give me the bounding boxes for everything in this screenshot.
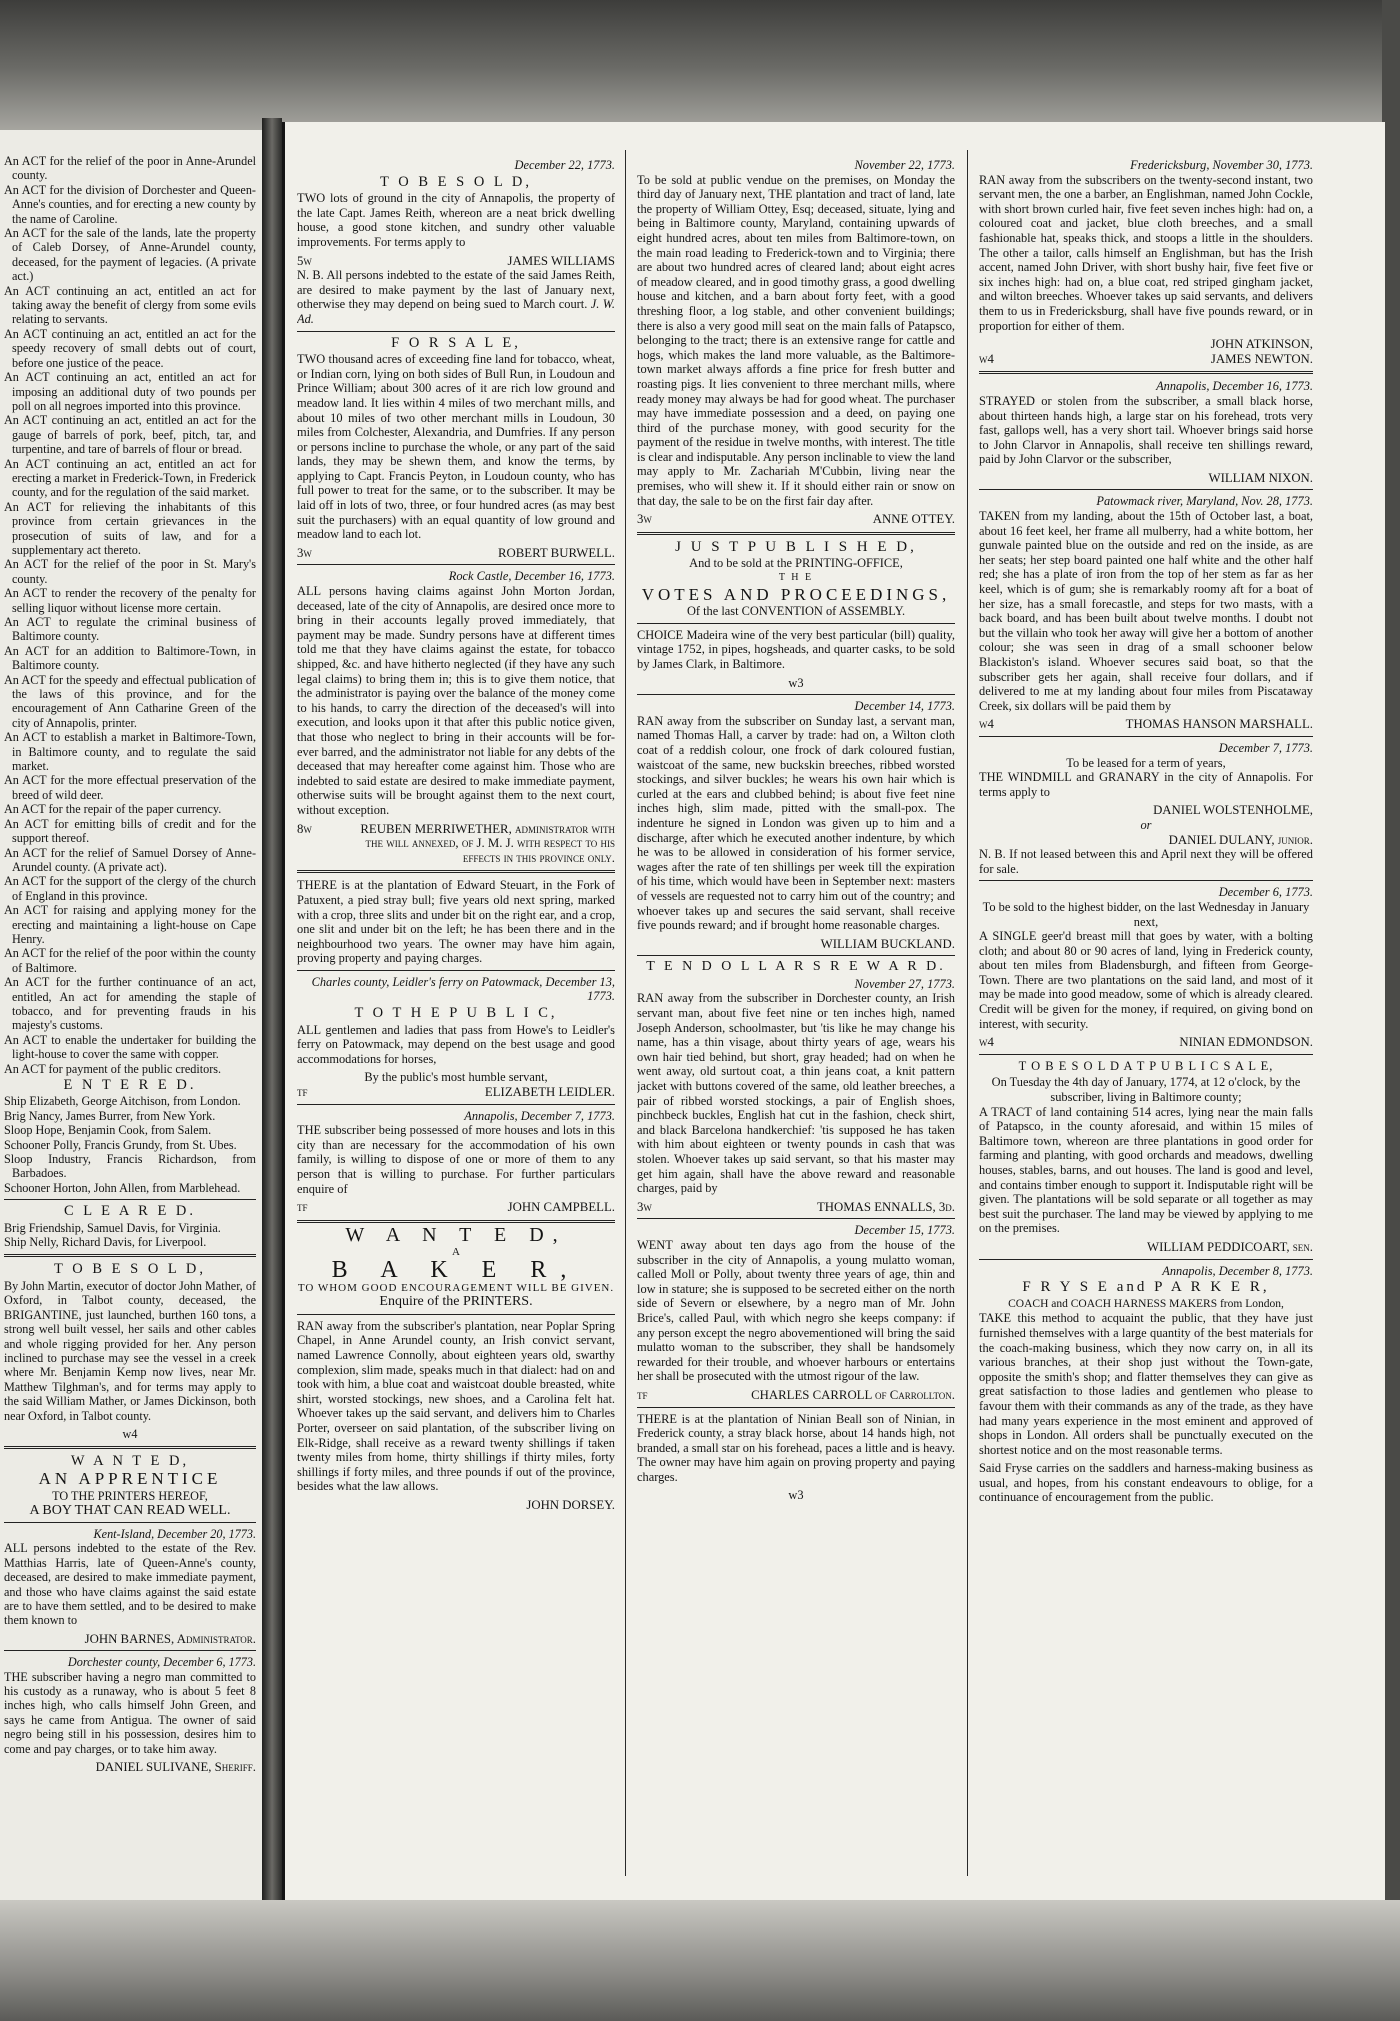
- jordan-estate-signature: REUBEN MERRIWETHER, administrator with the will annexed, of J. M. J. with respect to his effects in this province only.: [360, 821, 615, 865]
- jordan-estate-body: ALL persons having claims against John Morton Jordan, deceased, late of the city of Annapolis, are desired once more to bring in their accounts legally proved immediately, that payment may be made. Sundry persons have at different times told me that they have claims against the estate, for tobacco shipped, &c. and have hitherto neglected (if they have any such legal claims) to bring them in; this is to give them notice, that the administrator is paying over the balance of the money come to his hands, to carry the direction of the deceased's will into execution, and looks upon it that after this public notice given, that those who neglect to bring in their accounts will be for-ever barred, and the administrator not liable for any debts of the deceased that may hereafter come against him. Those who are indebted to said estate are desired to make immediate payment, otherwise suits will be brought against them to the next court, without exception.: [297, 584, 615, 817]
- insertion-mark: 3w: [637, 1199, 652, 1214]
- breast-mill-intro: To be sold to the highest bidder, on the last Wednesday in January next,: [982, 899, 1310, 929]
- divider: [297, 1220, 615, 1223]
- book-gutter: [262, 118, 282, 1918]
- left-page: [0, 130, 264, 1900]
- lots-sale-date: December 22, 1773.: [514, 158, 615, 172]
- divider: [297, 331, 615, 332]
- baker-line-1: TO WHOM GOOD ENCOURAGEMENT WILL BE GIVEN.: [297, 1281, 615, 1294]
- fryse-parker-tail: Said Fryse carries on the saddlers and harness-making business as usual, and hopes, from his constant endeavours to oblige, for a continuance of encouragement from the public.: [979, 1461, 1313, 1505]
- list-item: An ACT for payment of the public creditors.: [4, 1061, 222, 1076]
- dorchester-body: THE subscriber having a negro man committed to his custody as a runaway, who is about 5 feet 8 inches high, who calls himself John Green, and says he came from Antigua. The owner of said negro being still in his possession, desires him to come and pay charges, or to take him away.: [4, 1669, 256, 1756]
- insertion-mark: tf: [297, 1085, 308, 1100]
- ottey-sale-signature-line: [637, 512, 955, 527]
- apprentice-line-2: TO THE PRINTERS HEREOF,: [52, 1489, 208, 1504]
- nixon-signature: WILLIAM NIXON.: [1208, 470, 1313, 485]
- newton-signature-line: [979, 352, 1313, 367]
- brig-sale-heading: T O B E S O L D,: [54, 1261, 206, 1278]
- just-published-line-1: And to be sold at the PRINTING-OFFICE,: [689, 556, 903, 571]
- atkinson-signature: JOHN ATKINSON,: [1210, 337, 1313, 352]
- moll-runaway-signature: CHARLES CARROLL of Carrollton.: [751, 1387, 955, 1402]
- windmill-lease-line: To be leased for a term of years,: [1066, 755, 1226, 770]
- wanted-heading: W A N T E D,: [70, 1453, 190, 1470]
- entered-list: [4, 1094, 256, 1195]
- dorchester-date: Dorchester county, December 6, 1773.: [67, 1655, 256, 1670]
- divider: [979, 1054, 1313, 1055]
- list-item: An ACT continuing an act, entitled an act for the gauge of barrels of pork, beef, pitch, tar, and turpentine, and tare of barrels of flour or bread.: [4, 413, 256, 457]
- public-sale-heading: T O B E S O L D A T P U B L I C S A L E,: [1018, 1058, 1274, 1073]
- windmill-nb: N. B. If not leased between this and April next they will be offered for sale.: [979, 847, 1313, 876]
- insertion-mark: tf: [637, 1387, 648, 1402]
- marshall-signature-line: [979, 717, 1313, 732]
- left-page-column: [4, 154, 256, 1870]
- votes-proceedings-title: VOTES AND PROCEEDINGS,: [641, 584, 951, 604]
- list-item: Ship Elizabeth, George Aitchison, from London.: [4, 1094, 241, 1109]
- stray-bull-body: THERE is at the plantation of Edward Steuart, in the Fork of Patuxent, a pied stray bull; five years old next spring, marked with a crop, three slits and under bit on the right ear, and a crop, one slit and under bit on the left; he has been there and in the neighbourhood two years. The owner may have him again, proving property and paying charges.: [297, 878, 615, 966]
- just-published-heading: J U S T P U B L I S H E D,: [675, 538, 917, 555]
- strayed-horse-body: STRAYED or stolen from the subscriber, a small black horse, about thirteen hands high, a large star on his forehead, trots very fast, gallops well, has a very short tail. Whoever brings said horse to John Clarvor in Annapolis, shall receive ten shillings reward, paid by John Clarvor or the subscriber,: [979, 393, 1313, 467]
- land-sale-heading: F O R S A L E,: [391, 334, 521, 351]
- jordan-estate-date: Rock Castle, December 16, 1773.: [448, 569, 615, 584]
- divider: [297, 1104, 615, 1105]
- list-item: An ACT continuing an act, entitled an act for taking away the benefit of clergy from some evils relating to servants.: [4, 283, 256, 327]
- divider: [4, 1522, 256, 1523]
- just-published-line-4: Of the last CONVENTION of ASSEMBLY.: [686, 604, 906, 619]
- list-item: Ship Nelly, Richard Davis, for Liverpool.: [4, 1235, 207, 1250]
- lots-sale-nb: [297, 268, 615, 326]
- leidler-date: Charles county, Leidler's ferry on Patowmack, December 13, 1773.: [311, 974, 615, 1004]
- list-item: An ACT for an addition to Baltimore-Town, in Baltimore county.: [4, 643, 256, 673]
- lots-sale-signature: JAMES WILLIAMS: [507, 253, 615, 268]
- campbell-signature-line: [297, 1200, 615, 1215]
- anderson-runaway-signature: THOMAS ENNALLS, 3d.: [816, 1199, 955, 1214]
- insertion-mark: w4: [979, 717, 994, 732]
- list-item: An ACT for the relief of the poor in St. Mary's county.: [4, 557, 256, 586]
- divider: [979, 1259, 1313, 1260]
- lots-sale-body: TWO lots of ground in the city of Annapolis, the property of the late Capt. James Reith, whereon are a neat brick dwelling house, a good stone kitchen, and sundry other valuable improvements. For terms apply to: [297, 191, 615, 249]
- list-item: An ACT continuing an act, entitled an act for erecting a market in Frederick-Town, in Frederick county, and for the regulation of the said market.: [4, 456, 256, 500]
- public-sale-intro: On Tuesday the 4th day of January, 1774, at 12 o'clock, by the subscriber, living in Baltimore county;: [991, 1075, 1301, 1105]
- cleared-heading: C L E A R E D.: [63, 1203, 197, 1220]
- windmill-body: THE WINDMILL and GRANARY in the city of Annapolis. For terms apply to: [979, 770, 1313, 799]
- public-sale-body: A TRACT of land containing 514 acres, lying near the main falls of Patapsco, in the county aforesaid, and within 15 miles of Baltimore town, whereon are three plantations in good order for farming and planting, with good orchards and meadows, dwelling houses, stables, barns, and out houses. The land is good and level, and contains timber enough to support it. Indisputable right will be given. The plantations will be sold separate or all together as may best suit the purchaser. The land may be viewed by applying to me on the premises.: [979, 1104, 1313, 1236]
- divider: [979, 489, 1313, 490]
- list-item: An ACT to enable the undertaker for building the light-house to cover the same with copper.: [4, 1032, 256, 1062]
- scan-shadow-bottom: [0, 1900, 1400, 2021]
- moll-runaway-date: December 15, 1773.: [854, 1223, 955, 1238]
- divider: [979, 880, 1313, 881]
- divider: [4, 1254, 256, 1257]
- land-sale-signature-line: [297, 546, 615, 561]
- list-item: An ACT for the repair of the paper currency.: [4, 802, 222, 817]
- hall-runaway-date: December 14, 1773.: [854, 699, 955, 714]
- divider: [4, 1199, 256, 1200]
- insertion-mark: w4: [979, 351, 994, 366]
- leidler-closing: By the public's most humble servant,: [364, 1070, 548, 1085]
- leidler-signature: ELIZABETH LEIDLER.: [484, 1085, 615, 1100]
- moll-runaway-signature-line: [637, 1388, 955, 1403]
- list-item: Brig Friendship, Samuel Davis, for Virginia.: [4, 1220, 221, 1235]
- connolly-runaway-body: RAN away from the subscriber's plantation, near Poplar Spring Chapel, in Anne Arundel county, an Irish convict servant, named Lawrence Connolly, about eighteen years old, swarthy complexion, slim made, speaks much in that dialect: had on and took with him, a blue coat and waistcoat double breasted, white shirt, worsted stockings, new shoes, and a Carolina felt hat. Whoever takes up the said servant, and delivers him to Charles Porter, overseer on said plantation, of the subscriber living on Elk-Ridge, shall receive as a reward twenty shillings if taken twenty miles from home, thirty shillings if thirty miles, forty shillings if forty miles, and three pounds if out of the province, besides what the law allows.: [297, 1318, 615, 1494]
- campbell-date: Annapolis, December 7, 1773.: [464, 1108, 615, 1123]
- list-item: An ACT for relieving the inhabitants of this province from certain grievances in the prosecution of suits of law, and for a supplementary act thereto.: [4, 499, 256, 557]
- leidler-heading: T O T H E P U B L I C,: [354, 1005, 558, 1022]
- list-item: An ACT for the division of Dorchester and Queen-Anne's counties, and for erecting a new county by the name of Caroline.: [4, 182, 256, 226]
- insertion-mark: w4: [979, 1035, 994, 1050]
- anderson-runaway-body: RAN away from the subscriber in Dorchester county, an Irish servant man, about five feet nine or ten inches high, named Joseph Anderson, schoolmaster, but 'tis like he may change his name, has a thin visage, about thirty years of age, wears his own hair tied behind, but short, gray headed; had on when he went away, old surtout coat, a thin jeans coat, a knit pattern jacket with buttons covered of the same, old leather breeches, a pair of ribbed worsted stockings, a pair of English shoes, pinchbeck buckles, English hat cut in the fashion, check shirt, and black Barcelona handkerchief: 'tis supposed he has taken with him about eighteen or twenty pounds in cash that was stolen. Whoever takes up said servant, so that his master may get him again, shall have the above reward and reasonable charges, paid by: [637, 991, 955, 1196]
- apprentice-line-3: A BOY THAT CAN READ WELL.: [29, 1502, 231, 1518]
- strayed-horse-date: Annapolis, December 16, 1773.: [1156, 379, 1313, 394]
- leidler-body: ALL gentlemen and ladies that pass from Howe's to Leidler's ferry on Patowmack, may depend on the best usage and good accommodations for horses,: [297, 1022, 615, 1066]
- apprentice-line: AN APPRENTICE: [38, 1468, 222, 1488]
- divider: [4, 1446, 256, 1449]
- list-item: An ACT for the relief of Samuel Dorsey of Anne-Arundel county. (A private act).: [4, 845, 256, 874]
- insertion-mark: w3: [788, 1488, 804, 1503]
- dorchester-signature: DANIEL SULIVANE, Sheriff.: [95, 1760, 256, 1775]
- divider: [297, 1314, 615, 1315]
- insertion-mark: 3w: [297, 545, 312, 560]
- newspaper-page: [282, 122, 1385, 1900]
- list-item: Brig Nancy, James Burrer, from New York.: [4, 1108, 216, 1123]
- campbell-signature: JOHN CAMPBELL.: [507, 1200, 615, 1215]
- insertion-mark: 8w: [297, 821, 312, 836]
- list-item: Sloop Industry, Francis Richardson, from Barbadoes.: [4, 1152, 256, 1181]
- breast-mill-date: December 6, 1773.: [1218, 885, 1313, 900]
- column-1: [297, 158, 615, 1870]
- lots-sale-heading: T O B E S O L D,: [380, 173, 532, 190]
- column-rule: [967, 150, 968, 1876]
- column-3: [979, 158, 1313, 1870]
- list-item: An ACT to regulate the criminal business of Baltimore county.: [4, 615, 256, 644]
- divider: [637, 623, 955, 624]
- moll-runaway-body: WENT away about ten days ago from the house of the subscriber in the city of Annapolis, a young mulatto woman, called Moll or Polly, about twenty three years of age, thin and low in stature; she is supposed to be secreted either on the north side of Severn or elsewhere, by a negro man of Mr. John Brice's, called Paul, with which negro she keeps company: if any person except the negro abovementioned will bring the said mulatto woman to the subscriber, they shall be handsomely rewarded for their trouble, and whoever harbours or entertains her shall be prosecuted with the utmost rigour of the law.: [637, 1237, 955, 1384]
- insertion-mark: 3w: [637, 512, 652, 527]
- divider: [4, 1650, 256, 1651]
- windmill-date: December 7, 1773.: [1218, 740, 1313, 755]
- anderson-runaway-date: November 27, 1773.: [854, 976, 955, 991]
- list-item: An ACT for the relief of the poor within the county of Baltimore.: [4, 946, 256, 975]
- land-sale-body: TWO thousand acres of exceeding fine land for tobacco, wheat, or Indian corn, lying on both sides of Bull Run, in Loudoun and Prince William; about 300 acres of it are rich low ground and meadow land. It lies within 4 miles of two merchant mills, and about 10 miles of two other merchant mills in Loudoun, 30 miles from Colchester, Alexandria, and Dumfries. If any person or persons incline to purchase the whole, or any part of the said lands, they may be shewn them, and know the terms, by applying to Capt. Francis Peyton, in Loudoun county, who has full power to treat for the same, or to the subscriber. It may be laid off in lots of two, three, or four hundred acres (as may best suit the purchasers) with an equal quantity of low ground and meadow land to each lot.: [297, 352, 615, 542]
- list-item: Sloop Hope, Benjamin Cook, from Salem.: [4, 1123, 212, 1138]
- divider: [979, 371, 1313, 374]
- lots-sale-signature-line: [297, 254, 615, 269]
- marshall-signature: THOMAS HANSON MARSHALL.: [1125, 717, 1313, 732]
- insertion-mark: tf: [297, 1200, 308, 1215]
- act-item: An ACT for the relief of the poor in Anne-Arundel county.: [4, 154, 256, 183]
- peddicoart-signature: WILLIAM PEDDICOART, sen.: [1147, 1239, 1313, 1254]
- baker-line-2: Enquire of the PRINTERS.: [379, 1294, 533, 1310]
- dulany-signature: DANIEL DULANY, junior.: [1168, 832, 1313, 847]
- list-item: An ACT to render the recovery of the penalty for selling liquor without license more certain.: [4, 586, 256, 615]
- column-2: [637, 158, 955, 1870]
- divider: [637, 955, 955, 956]
- fredericksburg-date: Fredericksburg, November 30, 1773.: [1130, 158, 1313, 172]
- ten-dollars-heading: T E N D O L L A R S R E W A R D.: [646, 959, 946, 975]
- list-item: An ACT to establish a market in Baltimore-Town, in Baltimore county, and to regulate the said market.: [4, 730, 256, 774]
- windmill-or: or: [1140, 817, 1152, 832]
- jordan-estate-signature-line: [297, 822, 615, 866]
- kent-date: Kent-Island, December 20, 1773.: [93, 1526, 256, 1541]
- fryse-parker-heading: F R Y S E and P A R K E R,: [1022, 1279, 1270, 1296]
- list-item: An ACT continuing an act, entitled an act for the speedy recovery of small debts out of court, before one justice of the peace.: [4, 326, 256, 370]
- hall-runaway-signature: WILLIAM BUCKLAND.: [820, 936, 955, 951]
- divider: [637, 532, 955, 535]
- list-item: Schooner Polly, Francis Grundy, from St. Ubes.: [4, 1137, 237, 1152]
- anderson-runaway-signature-line: [637, 1200, 955, 1215]
- edmondson-signature-line: [979, 1035, 1313, 1050]
- divider: [637, 1218, 955, 1219]
- baker-article: A: [452, 1246, 460, 1259]
- fryse-parker-body: TAKE this method to acquaint the public, that they have just furnished themselves with a large quantity of the best materials for the coach-making business, which they now carry on, in all its various branches, at their shop just without the Town-gate, opposite the smith's shop; and flatter themselves they can give as great satisfaction to those ladies and gentlemen who please to favour them with their commands as any of the trade, as they have had many years experience in the most eminent and approved of shops in London. All orders shall be punctually executed on the shortest notice and on the most reasonable terms.: [979, 1311, 1313, 1457]
- list-item: An ACT for the sale of the lands, late the property of Caleb Dorsey, of Anne-Arundel county, deceased, for the payment of legacies. (A private act.): [4, 226, 256, 284]
- brig-sale-body: By John Martin, executor of doctor John Mather, of Oxford, in Talbot county, deceased, the BRIGANTINE, just launched, burthen 160 tons, a strong well built vessel, her sails and other cables and whole rigging provided for her. Any person inclined to purchase may see the vessel in a creek where Mr. Benjamin Kemp now lives, near Mr. Matthew Tilghman's, and for terms may apply to the said William Mather, or James Dickinson, both near Oxford, in Talbot county.: [4, 1278, 256, 1423]
- hall-runaway-body: RAN away from the subscriber on Sunday last, a servant man, named Thomas Hall, a carver by trade: had on, a Wilton cloth coat of a reddish colour, one frock of dark coloured fustian, waistcoat of the same, new buckskin breeches, ribbed worsted stockings, and silver buckles; he wears his own hair which is curled at the ears and clubbed behind; is about five feet nine inches high, slim made, pitted with the small-pox. The indenture he signed in London was given up to him and a discharge, after which he executed another indenture, by which he was to be allowed in consideration of his former service, wages after the rate of ten shillings per week till the expiration of his time, which would have been in September next: masters of vessels are requested not to carry him out of the country; and whoever takes up and secures the said servant, shall receive five pounds reward; and if brought home reasonable charges.: [637, 713, 955, 933]
- edmondson-signature: NINIAN EDMONDSON.: [1179, 1035, 1313, 1050]
- list-item: An ACT for the further continuance of an act, entitled, An act for amending the staple of tobacco, and for preventing frauds in his majesty's customs.: [4, 975, 256, 1033]
- divider: [979, 736, 1313, 737]
- wolstenholme-signature: DANIEL WOLSTENHOLME,: [1153, 803, 1313, 818]
- baker-wanted-heading: W A N T E D,: [345, 1223, 567, 1246]
- insertion-mark: 5w: [297, 253, 312, 268]
- connolly-runaway-signature: JOHN DORSEY.: [526, 1497, 615, 1512]
- kent-body: ALL persons indebted to the estate of the Rev. Matthias Harris, late of Queen-Anne's county, deceased, are desired to make immediate payment, and those who have claims against the said estate are to have them settled, and to be desired to make them known to: [4, 1541, 256, 1628]
- brig-sale-mark: w4: [122, 1426, 138, 1441]
- boat-taken-date: Patowmack river, Maryland, Nov. 28, 1773.: [1096, 494, 1313, 509]
- land-sale-signature: ROBERT BURWELL.: [497, 545, 615, 560]
- divider: [297, 870, 615, 873]
- lots-sale-nb-text: N. B. All persons indebted to the estate of the said James Reith, are desired to make payment by the last of January next, otherwise they may depend on being sued to March court.: [297, 268, 615, 312]
- list-item: An ACT for raising and applying money for the erecting and maintaining a light-house on Cape Henry.: [4, 903, 256, 946]
- list-item: An ACT for the support of the clergy of the church of England in this province.: [4, 874, 256, 903]
- list-item: An ACT for the speedy and effectual publication of the laws of this province, and for the encouragement of Ann Catharine Green of the city of Annapolis, printer.: [4, 672, 256, 730]
- campbell-body: THE subscriber being possessed of more houses and lots in this city than are necessary for the accommodation of his own family, is willing to dispose of one or more of them to any person that is willing to purchase. For further particulars enquire of: [297, 1123, 615, 1196]
- list-item: Schooner Horton, John Allen, from Marblehead.: [4, 1180, 241, 1195]
- list-item: An ACT for emitting bills of credit and for the support thereof.: [4, 816, 256, 846]
- divider: [297, 564, 615, 565]
- acts-list: [4, 183, 256, 1076]
- lots-sale-nb-signature: J. W. Ad.: [297, 297, 615, 326]
- divider: [637, 1407, 955, 1408]
- just-published-line-2: T H E: [778, 572, 814, 584]
- divider: [637, 694, 955, 695]
- fryse-parker-subheading: COACH and COACH HARNESS MAKERS from London,: [1008, 1297, 1284, 1310]
- insertion-mark: w3: [788, 675, 804, 690]
- fryse-parker-date: Annapolis, December 8, 1773.: [1162, 1263, 1313, 1278]
- divider: [297, 970, 615, 971]
- list-item: An ACT continuing an act, entitled an act for imposing an additional duty of two pounds per poll on all negroes imported into this province.: [4, 370, 256, 413]
- breast-mill-body: A SINGLE geer'd breast mill that goes by water, with a bolting cloth; and about 80 or 90 acres of land, lying in Frederick county, about ten miles from Bladensburgh, and fifteen from George-Town. There are two plantations on the said land, and most of it may be made into good meadow, some of which is already cleared. Credit will be given for the money, if required, on giving bond on interest, with security.: [979, 929, 1313, 1031]
- newton-signature: JAMES NEWTON.: [1210, 351, 1313, 366]
- cockle-driver-runaway-body: RAN away from the subscribers on the twenty-second instant, two servant men, the one a barber, an Englishman, named John Cockle, with short brown curled hair, five feet seven inches high: had on, a coloured coat and jacket, blue cloth breeches, and a small fashionable hat, speaks thick, and stoops a little in the shoulders. The other a tailor, calls himself an Englishman, but has the Irish accent, named John Driver, with short bushy hair, five feet five or six inches high: had on, a blue coat, red striped gingham jacket, and wilton breeches. Whoever takes up said servants, and delivers them to us in Fredericksburg, shall have five pounds reward, or in proportion for either of them.: [979, 172, 1313, 333]
- list-item: An ACT for the more effectual preservation of the breed of wild deer.: [4, 773, 256, 802]
- leidler-signature-line: [297, 1085, 615, 1100]
- baker-heading: B A K E R,: [331, 1256, 581, 1283]
- cleared-list: [4, 1221, 256, 1250]
- kent-signature: JOHN BARNES, Administrator.: [84, 1631, 256, 1646]
- madeira-body: CHOICE Madeira wine of the very best particular (bill) quality, vintage 1752, in pipes, hogsheads, and quarter casks, to be sold by James Clark, in Baltimore.: [637, 627, 955, 671]
- ottey-sale-date: November 22, 1773.: [854, 158, 955, 172]
- ottey-sale-signature: ANNE OTTEY.: [872, 512, 955, 527]
- stray-horse-body: THERE is at the plantation of Ninian Beall son of Ninian, in Frederick county, a stray black horse, about 14 hands high, not branded, a small star on his forehead, paces a little and is heavy. The owner may have him again on proving property and paying charges.: [637, 1411, 955, 1484]
- entered-heading: E N T E R E D.: [63, 1077, 197, 1093]
- boat-taken-body: TAKEN from my landing, about the 15th of October last, a boat, about 16 feet keel, her frame all mulberry, had a white bottom, her gunwale painted blue on the outside and red on the inside, as are her seats; her step board painted one half white and the other half red; she has a plate of iron from the top of her stem as far as her keel, which is of gum; she is remarkably roomy aft for a boat of her size, has a small forecastle, and steps for two masts, with a back board, and has been built about twelve months. I doubt not but the villain who took her away will give her a bottom of another colour; she was seen in drag of a small schooner below Blackiston's island. Whoever secures said boat, so that the subscriber gets her again, shall receive four dollars, and if delivered to me at my landing about four miles from Piscataway Creek, six dollars will be paid them by: [979, 509, 1313, 713]
- ottey-sale-body: To be sold at public vendue on the premises, on Monday the third day of January next, THE plantation and tract of land, late the property of William Ottey, Esq; deceased, situate, lying and being in Baltimore county, Maryland, containing upwards of eight hundred acres, about ten miles from Baltimore-town, on the main road leading to Frederick-town and to Virginia; there are about two hundred acres of cleared land; about eight acres of meadow cleared, and in good timothy grass, a good dwelling house and kitchen, and a barn about forty feet, with a good threshing floor, a log stable, and other convenient buildings; there is also a very good mill seat on the main falls of Patapsco, belonging to the tract; there is an extensive range for cattle and hogs, which makes the land more valuable, as the Baltimore-town market always affords a fine price for fresh butter and roasting pigs. It lies convenient to three merchant mills, where ready money may always be had for good wheat. The purchaser may have immediate possession and a deed, on paying one third of the purchase money, with good security for the payment of the residue in twelve months, with interest. The title is clear and indisputable. Any person inclinable to view the land may apply to Mr. Zachariah M'Cubbin, living near the premises, who will shew it. If it should either rain or snow on that day, the sale to be on the first fair day after.: [637, 172, 955, 508]
- column-rule: [625, 150, 626, 1876]
